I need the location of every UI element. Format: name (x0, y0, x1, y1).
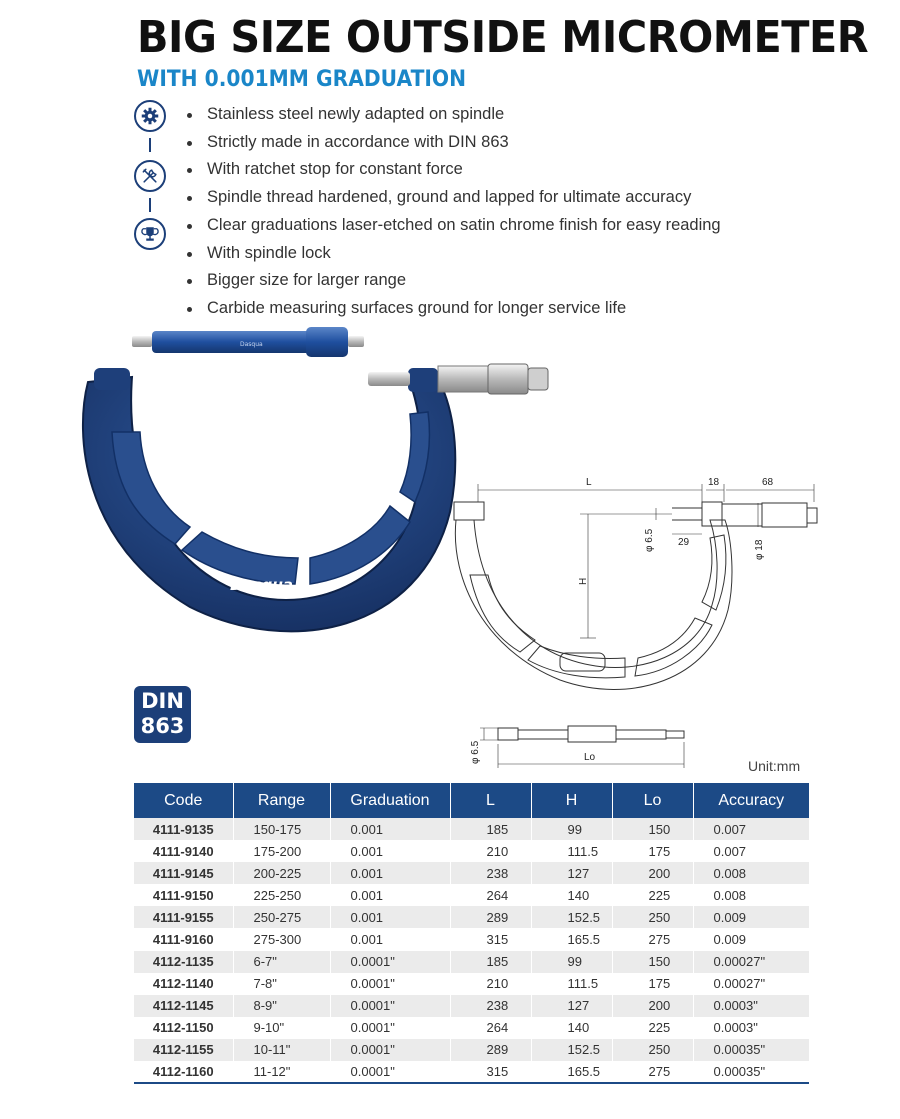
table-cell: 0.0001" (330, 995, 450, 1017)
header-H: H (531, 783, 612, 818)
table-row (134, 884, 809, 906)
table-cell: 315 (450, 928, 531, 950)
dim-L: L (586, 477, 592, 488)
table-cell: 200-225 (233, 862, 330, 884)
table-cell: 0.0001" (330, 1039, 450, 1061)
table-row (134, 818, 809, 840)
table-cell: 127 (531, 995, 612, 1017)
table-cell: 175 (612, 973, 693, 995)
table-cell: 4112-1145 (134, 995, 233, 1017)
table-cell: 250 (612, 906, 693, 928)
ratchet-stop (528, 368, 548, 390)
page-title: BIG SIZE OUTSIDE MICROMETER (137, 12, 869, 63)
table-cell: 175 (612, 840, 693, 862)
table-cell: 225-250 (233, 884, 330, 906)
rod-drawing (460, 712, 700, 772)
table-cell: 4112-1140 (134, 973, 233, 995)
header-range: Range (233, 783, 330, 818)
table-cell: 250 (612, 1039, 693, 1061)
table-cell: 0.007 (693, 818, 809, 840)
dim-H: H (578, 577, 589, 585)
table-cell: 0.0001" (330, 951, 450, 973)
table-cell: 7-8" (233, 973, 330, 995)
micrometer-frame (83, 368, 455, 631)
table-cell: 0.00035" (693, 1061, 809, 1083)
table-cell: 4112-1150 (134, 1017, 233, 1039)
table-row (134, 906, 809, 928)
din-badge-line2: 863 (140, 714, 185, 738)
table-cell: 264 (450, 1017, 531, 1039)
header-accuracy: Accuracy (693, 783, 809, 818)
table-cell: 0.0001" (330, 1017, 450, 1039)
table-cell: 238 (450, 995, 531, 1017)
table-cell: 0.001 (330, 928, 450, 950)
din-badge-line1: DIN (141, 689, 184, 713)
table-cell: 200 (612, 862, 693, 884)
table-row (134, 862, 809, 884)
table-cell: 289 (450, 906, 531, 928)
table-cell: 4112-1160 (134, 1061, 233, 1083)
brand-logo: Dasqua (230, 576, 294, 594)
table-row (134, 1039, 809, 1061)
feature-item: With ratchet stop for constant force (185, 156, 721, 184)
rod-brand-label: Dasqua (240, 341, 263, 348)
table-cell: 0.0003" (693, 995, 809, 1017)
feature-item: Strictly made in accordance with DIN 863 (185, 129, 721, 157)
table-cell: 4112-1135 (134, 951, 233, 973)
table-cell: 238 (450, 862, 531, 884)
feature-item: Clear graduations laser-etched on satin chrome finish for easy reading (185, 212, 721, 240)
table-cell: 4112-1155 (134, 1039, 233, 1061)
table-row (134, 1061, 809, 1083)
table-cell: 150 (612, 818, 693, 840)
table-cell: 8-9" (233, 995, 330, 1017)
spec-table (134, 783, 809, 1084)
table-cell: 0.008 (693, 862, 809, 884)
table-cell: 264 (450, 884, 531, 906)
table-cell: 152.5 (531, 1039, 612, 1061)
table-cell: 152.5 (531, 906, 612, 928)
feature-item: Bigger size for larger range (185, 267, 721, 295)
table-row (134, 1017, 809, 1039)
feature-list (185, 101, 721, 323)
table-cell: 150-175 (233, 818, 330, 840)
table-cell: 225 (612, 884, 693, 906)
table-cell: 4111-9140 (134, 840, 233, 862)
setting-rod (132, 327, 364, 357)
table-cell: 10-11" (233, 1039, 330, 1061)
table-cell: 250-275 (233, 906, 330, 928)
table-cell: 0.00027" (693, 973, 809, 995)
spec-table-body (134, 818, 809, 1083)
dim-phi-18: φ 18 (754, 539, 765, 560)
table-cell: 99 (531, 818, 612, 840)
table-cell: 0.001 (330, 818, 450, 840)
table-cell: 150 (612, 951, 693, 973)
header-L: L (450, 783, 531, 818)
header-Lo: Lo (612, 783, 693, 818)
table-cell: 99 (531, 951, 612, 973)
tools-icon (134, 160, 166, 192)
table-cell: 200 (612, 995, 693, 1017)
table-cell: 4111-9150 (134, 884, 233, 906)
feature-item: Carbide measuring surfaces ground for longer service life (185, 295, 721, 323)
table-cell: 111.5 (531, 840, 612, 862)
trophy-icon (134, 218, 166, 250)
thimble (488, 364, 528, 394)
table-cell: 0.001 (330, 862, 450, 884)
table-header-row (134, 783, 809, 818)
table-cell: 275 (612, 928, 693, 950)
table-cell: 4111-9155 (134, 906, 233, 928)
table-cell: 4111-9145 (134, 862, 233, 884)
table-cell: 0.0001" (330, 1061, 450, 1083)
table-cell: 210 (450, 973, 531, 995)
table-cell: 0.0001" (330, 973, 450, 995)
table-cell: 4111-9135 (134, 818, 233, 840)
rod-dim-phi: φ 6.5 (470, 740, 481, 764)
table-cell: 9-10" (233, 1017, 330, 1039)
table-cell: 4111-9160 (134, 928, 233, 950)
table-cell: 315 (450, 1061, 531, 1083)
sleeve (438, 366, 488, 392)
table-row (134, 951, 809, 973)
table-cell: 140 (531, 884, 612, 906)
table-cell: 0.001 (330, 840, 450, 862)
table-cell: 0.00035" (693, 1039, 809, 1061)
table-row (134, 840, 809, 862)
dim-29: 29 (678, 537, 690, 548)
feature-item: Spindle thread hardened, ground and lapped for ultimate accuracy (185, 184, 721, 212)
technical-drawing (440, 470, 830, 700)
unit-label: Unit:mm (748, 758, 801, 774)
table-cell: 275 (612, 1061, 693, 1083)
table-cell: 175-200 (233, 840, 330, 862)
table-cell: 6-7" (233, 951, 330, 973)
table-cell: 0.007 (693, 840, 809, 862)
din-badge (134, 686, 191, 743)
spindle (368, 372, 410, 386)
table-cell: 165.5 (531, 928, 612, 950)
table-cell: 275-300 (233, 928, 330, 950)
table-cell: 0.008 (693, 884, 809, 906)
table-cell: 0.0003" (693, 1017, 809, 1039)
header-graduation: Graduation (330, 783, 450, 818)
table-row (134, 995, 809, 1017)
gear-icon (134, 100, 166, 132)
table-cell: 165.5 (531, 1061, 612, 1083)
table-cell: 127 (531, 862, 612, 884)
table-cell: 0.009 (693, 928, 809, 950)
table-cell: 289 (450, 1039, 531, 1061)
table-cell: 0.001 (330, 884, 450, 906)
table-cell: 210 (450, 840, 531, 862)
table-cell: 225 (612, 1017, 693, 1039)
table-cell: 0.009 (693, 906, 809, 928)
page-subtitle: WITH 0.001MM GRADUATION (137, 67, 467, 92)
dim-phi-6-5: φ 6.5 (644, 528, 655, 552)
dim-68: 68 (762, 477, 774, 488)
table-cell: 185 (450, 818, 531, 840)
table-row (134, 928, 809, 950)
table-cell: 111.5 (531, 973, 612, 995)
table-cell: 0.00027" (693, 951, 809, 973)
rod-dim-Lo: Lo (584, 752, 596, 763)
table-row (134, 973, 809, 995)
table-cell: 185 (450, 951, 531, 973)
feature-item: Stainless steel newly adapted on spindle (185, 101, 721, 129)
table-cell: 11-12" (233, 1061, 330, 1083)
header-code: Code (134, 783, 233, 818)
table-cell: 140 (531, 1017, 612, 1039)
dim-18: 18 (708, 477, 720, 488)
table-cell: 0.001 (330, 906, 450, 928)
feature-item: With spindle lock (185, 240, 721, 268)
